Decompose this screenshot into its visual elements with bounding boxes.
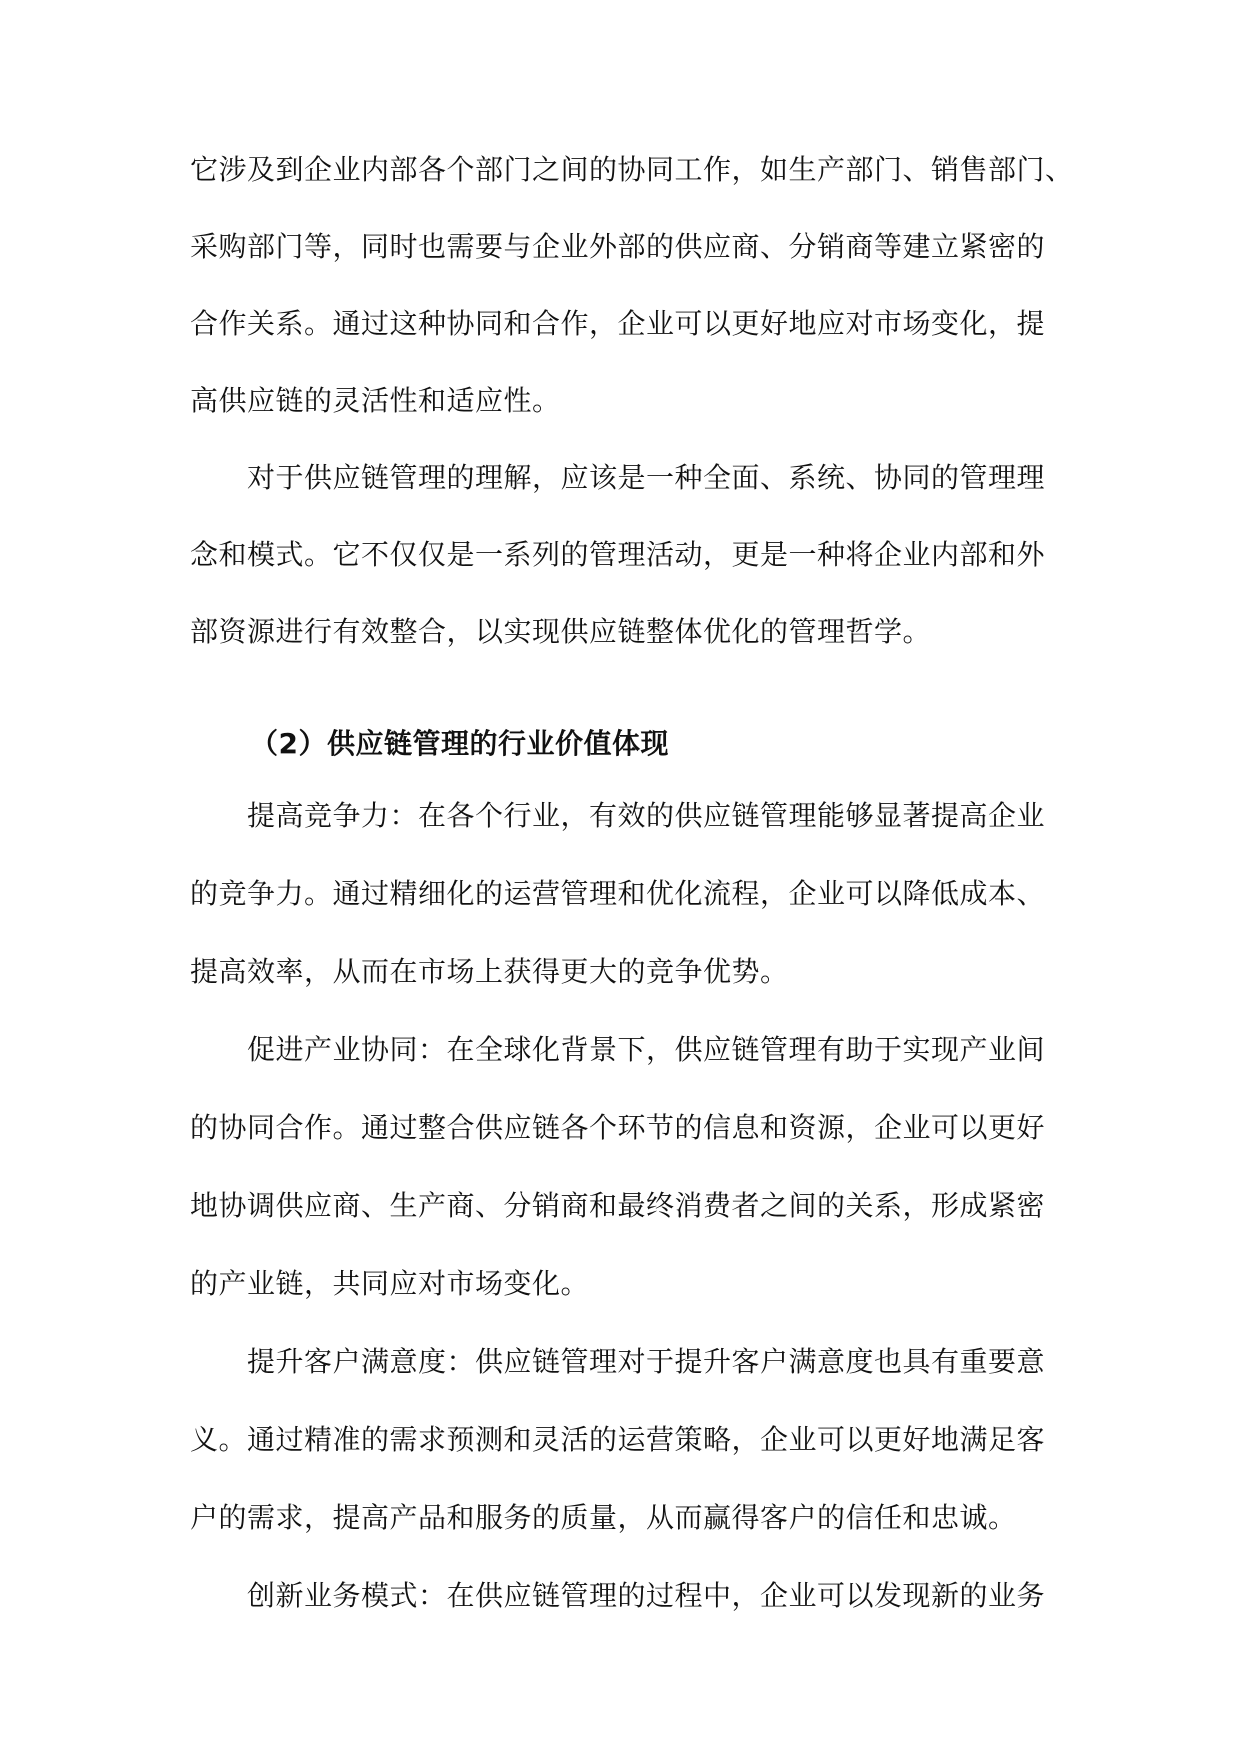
text-line: 提高竞争力：在各个行业，有效的供应链管理能够显著提高企业 <box>247 799 1046 832</box>
text-line: 的产业链，共同应对市场变化。 <box>190 1267 590 1300</box>
text-line: 它涉及到企业内部各个部门之间的协同工作，如生产部门、销售部门、 <box>190 153 1074 186</box>
text-line: 念和模式。它不仅仅是一系列的管理活动，更是一种将企业内部和外 <box>190 538 1046 571</box>
text-line: 高供应链的灵活性和适应性。 <box>190 384 561 417</box>
text-line: 促进产业协同：在全球化背景下，供应链管理有助于实现产业间 <box>247 1033 1046 1066</box>
text-line: 提升客户满意度：供应链管理对于提升客户满意度也具有重要意 <box>247 1345 1046 1378</box>
text-line: 的竞争力。通过精细化的运营管理和优化流程，企业可以降低成本、 <box>190 877 1046 910</box>
text-line: 创新业务模式：在供应链管理的过程中，企业可以发现新的业务 <box>247 1579 1046 1612</box>
text-line: 提高效率，从而在市场上获得更大的竞争优势。 <box>190 955 789 988</box>
text-line: 义。通过精准的需求预测和灵活的运营策略，企业可以更好地满足客 <box>190 1423 1046 1456</box>
text-line: 合作关系。通过这种协同和合作，企业可以更好地应对市场变化，提 <box>190 307 1046 340</box>
text-line: 的协同合作。通过整合供应链各个环节的信息和资源，企业可以更好 <box>190 1111 1046 1144</box>
text-line: 部资源进行有效整合，以实现供应链整体优化的管理哲学。 <box>190 615 932 648</box>
text-line: 采购部门等，同时也需要与企业外部的供应商、分销商等建立紧密的 <box>190 230 1046 263</box>
text-line: 对于供应链管理的理解，应该是一种全面、系统、协同的管理理 <box>247 461 1046 494</box>
section-heading: （2）供应链管理的行业价值体现 <box>250 727 669 760</box>
text-line: 户的需求，提高产品和服务的质量，从而赢得客户的信任和忠诚。 <box>190 1501 1017 1534</box>
text-line: 地协调供应商、生产商、分销商和最终消费者之间的关系，形成紧密 <box>190 1189 1046 1222</box>
